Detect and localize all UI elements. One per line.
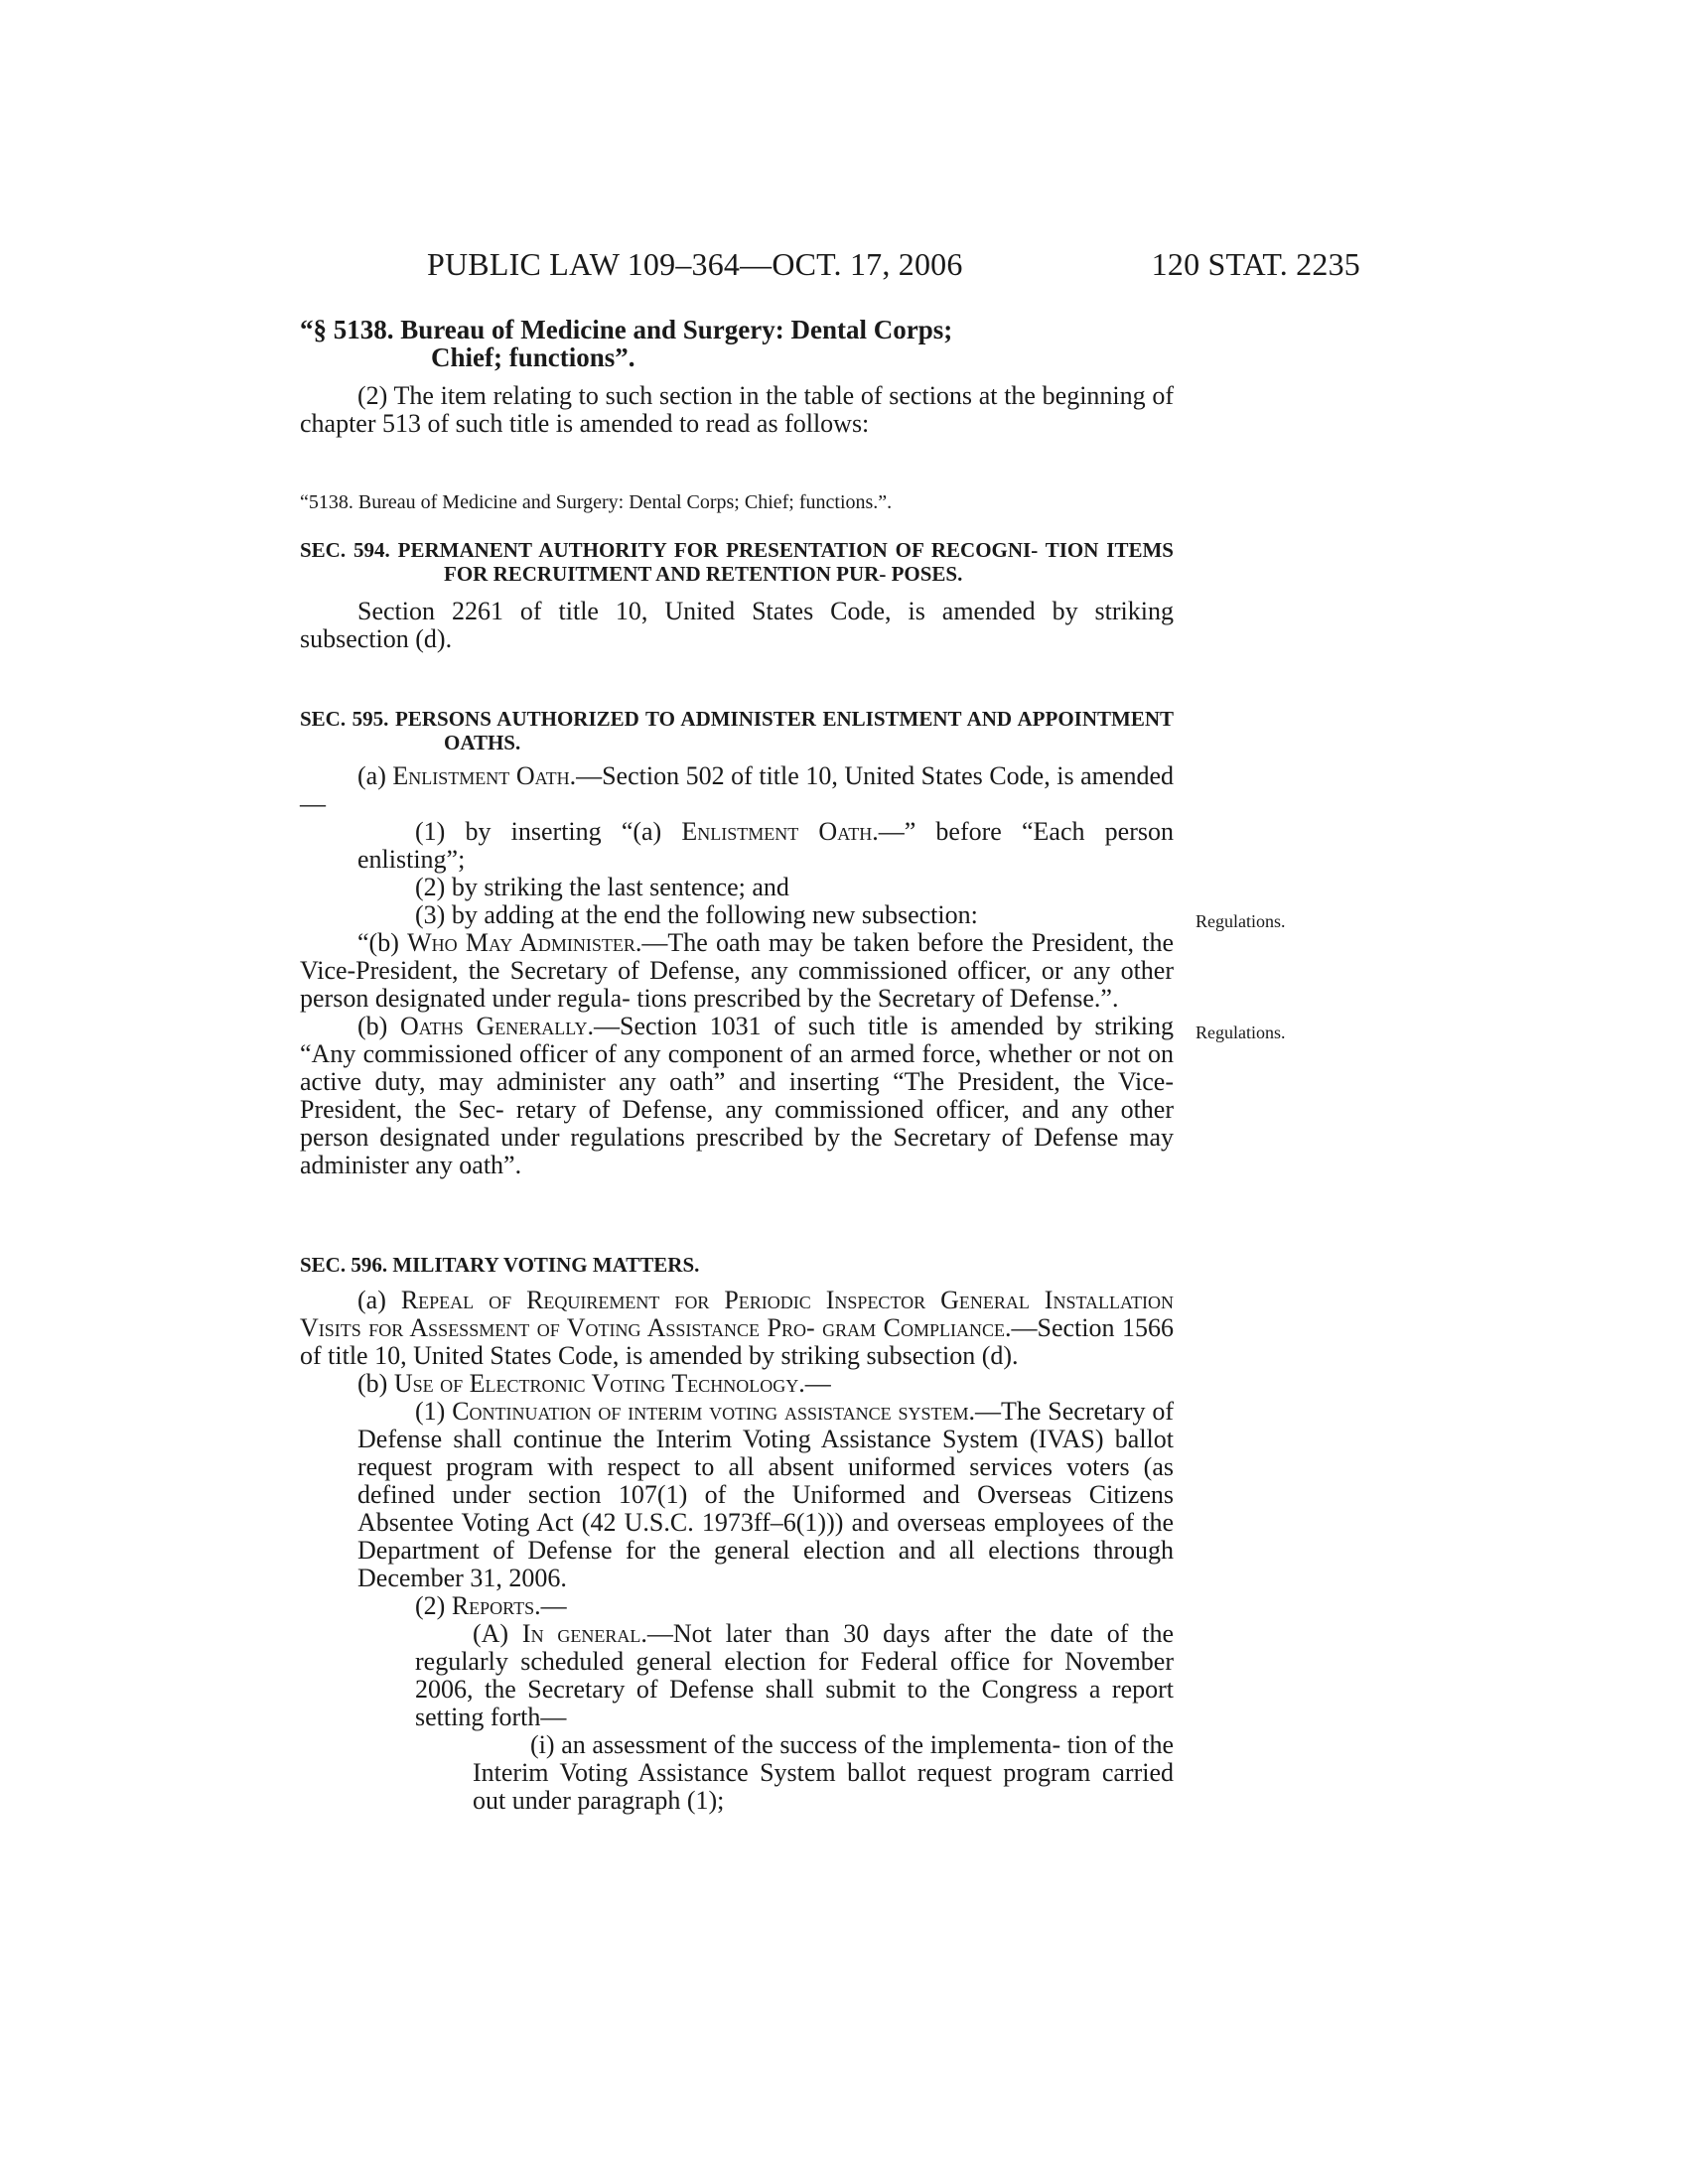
section-5138-heading-line1: “§ 5138. Bureau of Medicine and Surgery: Dental Corps; (300, 315, 953, 344)
section-596-b (300, 1370, 1174, 1398)
subsection-a-text: .—Section 502 of title 10, United States Code, is amended— (300, 761, 1174, 818)
paragraph-2-heading: Reports (451, 1591, 535, 1620)
section-594-text: Section 2261 of title 10, United States Code, is amended by striking subsection (d). (300, 597, 1174, 653)
section-5138-heading (300, 316, 1174, 371)
new-subsection-b-text: .—The oath may be taken before the President, the Vice-President, the Secretary of Defense, any commissioned officer, or any other person designated under regula- tions prescribed by the Secretary of Defense.”. (300, 928, 1175, 1013)
subsection-b-text: .—Section 1031 of such title is amended by striking “Any commissioned officer of any component of an armed force, whether or not on active duty, may administer any oath” and inserting “The President, the Vice-President, the Sec- retary of Defense, any commissioned officer, and any other person designated under regulations prescribed by the Secretary of Defense may administer any oath”. (300, 1012, 1174, 1179)
section-595-a1 (300, 818, 1174, 874)
subsection-a-text: .—Section 1566 of title 10, United States Code, is amended by striking subsection (d). (300, 1313, 1174, 1370)
section-595-b (300, 1013, 1174, 1179)
subsection-a-label: (a) (357, 761, 393, 790)
new-subsection-b-heading: Who May Administer (407, 928, 635, 957)
section-595-a2: (2) by striking the last sentence; and (415, 873, 789, 901)
paragraph-1-pre: (1) by inserting “(a) (415, 817, 682, 846)
paragraph-1-caps: Enlistment Oath (681, 817, 873, 846)
subsection-b-label: (b) (357, 1012, 401, 1040)
statute-page-number: 120 STAT. 2235 (1151, 246, 1360, 282)
subsection-b-heading: Oaths Generally (400, 1012, 588, 1040)
section-595 (300, 707, 1174, 1179)
subsection-b-label: (b) (357, 1369, 394, 1398)
section-595-a (300, 762, 1174, 818)
paragraph-1-label: (1) (415, 1397, 453, 1426)
public-law-citation: PUBLIC LAW 109–364—OCT. 17, 2006 (427, 246, 963, 282)
paragraph-2-text: .— (534, 1591, 567, 1620)
table-of-sections-item (300, 490, 1174, 514)
subsection-b-text: .— (798, 1369, 831, 1398)
section-595-heading: SEC. 595. PERSONS AUTHORIZED TO ADMINISTER ENLISTMENT AND APPOINTMENT OATHS. (300, 707, 1174, 754)
subsection-a-heading: Repeal of Requirement for Periodic Inspector General Installation Visits for Assessment of Voting Assistance Pro- gram Compliance (300, 1286, 1175, 1342)
subparagraph-A-text: .—Not later than 30 days after the date of the regularly scheduled general election for Federal office for November 2006, the Secretary of Defense shall submit to the Congress a report setting forth— (415, 1619, 1174, 1731)
section-595-a3: (3) by adding at the end the following new subsection: (415, 900, 978, 929)
section-596-b1 (300, 1398, 1174, 1592)
subparagraph-A-label: (A) (473, 1619, 522, 1648)
section-594 (300, 538, 1174, 653)
section-595-new-b (300, 929, 1174, 1013)
table-amendment-paragraph (300, 382, 1174, 438)
section-596-heading: SEC. 596. MILITARY VOTING MATTERS. (300, 1253, 700, 1277)
paragraph-1-heading: Continuation of interim voting assistance system (452, 1397, 969, 1426)
section-596-b2-A (300, 1620, 1174, 1731)
section-596-b2-A-i: (i) an assessment of the success of the implementa- tion of the Interim Voting Assistance System ballot request program carried out under paragraph (1); (473, 1730, 1174, 1815)
new-subsection-b-label: “(b) (357, 928, 408, 957)
subsection-a-label: (a) (357, 1286, 401, 1314)
section-594-heading: SEC. 594. PERMANENT AUTHORITY FOR PRESENTATION OF RECOGNI- TION ITEMS FOR RECRUITMENT AND RETENTION PUR- POSES. (300, 538, 1174, 586)
paragraph-2-text: (2) The item relating to such section in the table of sections at the beginning of chapter 513 of such title is amended to read as follows: (300, 381, 1174, 438)
section-596-b2 (300, 1592, 1174, 1620)
paragraph-1-post: .—” before “Each person enlisting”; (357, 817, 1174, 874)
subsection-a-heading: Enlistment Oath (392, 761, 570, 790)
margin-note-regulations-2: Regulations. (1196, 1023, 1286, 1042)
paragraph-2 (242, 382, 1174, 438)
section-5138-heading-line2: Chief; functions”. (431, 342, 635, 372)
subsection-b-heading: Use of Electronic Voting Technology (393, 1369, 799, 1398)
subparagraph-A-heading: In general (521, 1619, 641, 1648)
section-5138-table-item: “5138. Bureau of Medicine and Surgery: Dental Corps; Chief; functions.”. (300, 491, 893, 513)
paragraph-1-text: .—The Secretary of Defense shall continue the Interim Voting Assistance System (IVAS) ballot request program with respect to all absent uniformed services voters (as defined under section 107(1) of the Uniformed and Overseas Citizens Absentee Voting Act (42 U.S.C. 1973ff–6(1))) and overseas employees of the Department of Defense for the general election and all elections through December 31, 2006. (357, 1397, 1174, 1592)
section-596 (300, 1253, 1174, 1815)
section-596-a (300, 1287, 1174, 1370)
paragraph-2-label: (2) (415, 1591, 452, 1620)
margin-note-regulations-1: Regulations. (1196, 911, 1286, 931)
